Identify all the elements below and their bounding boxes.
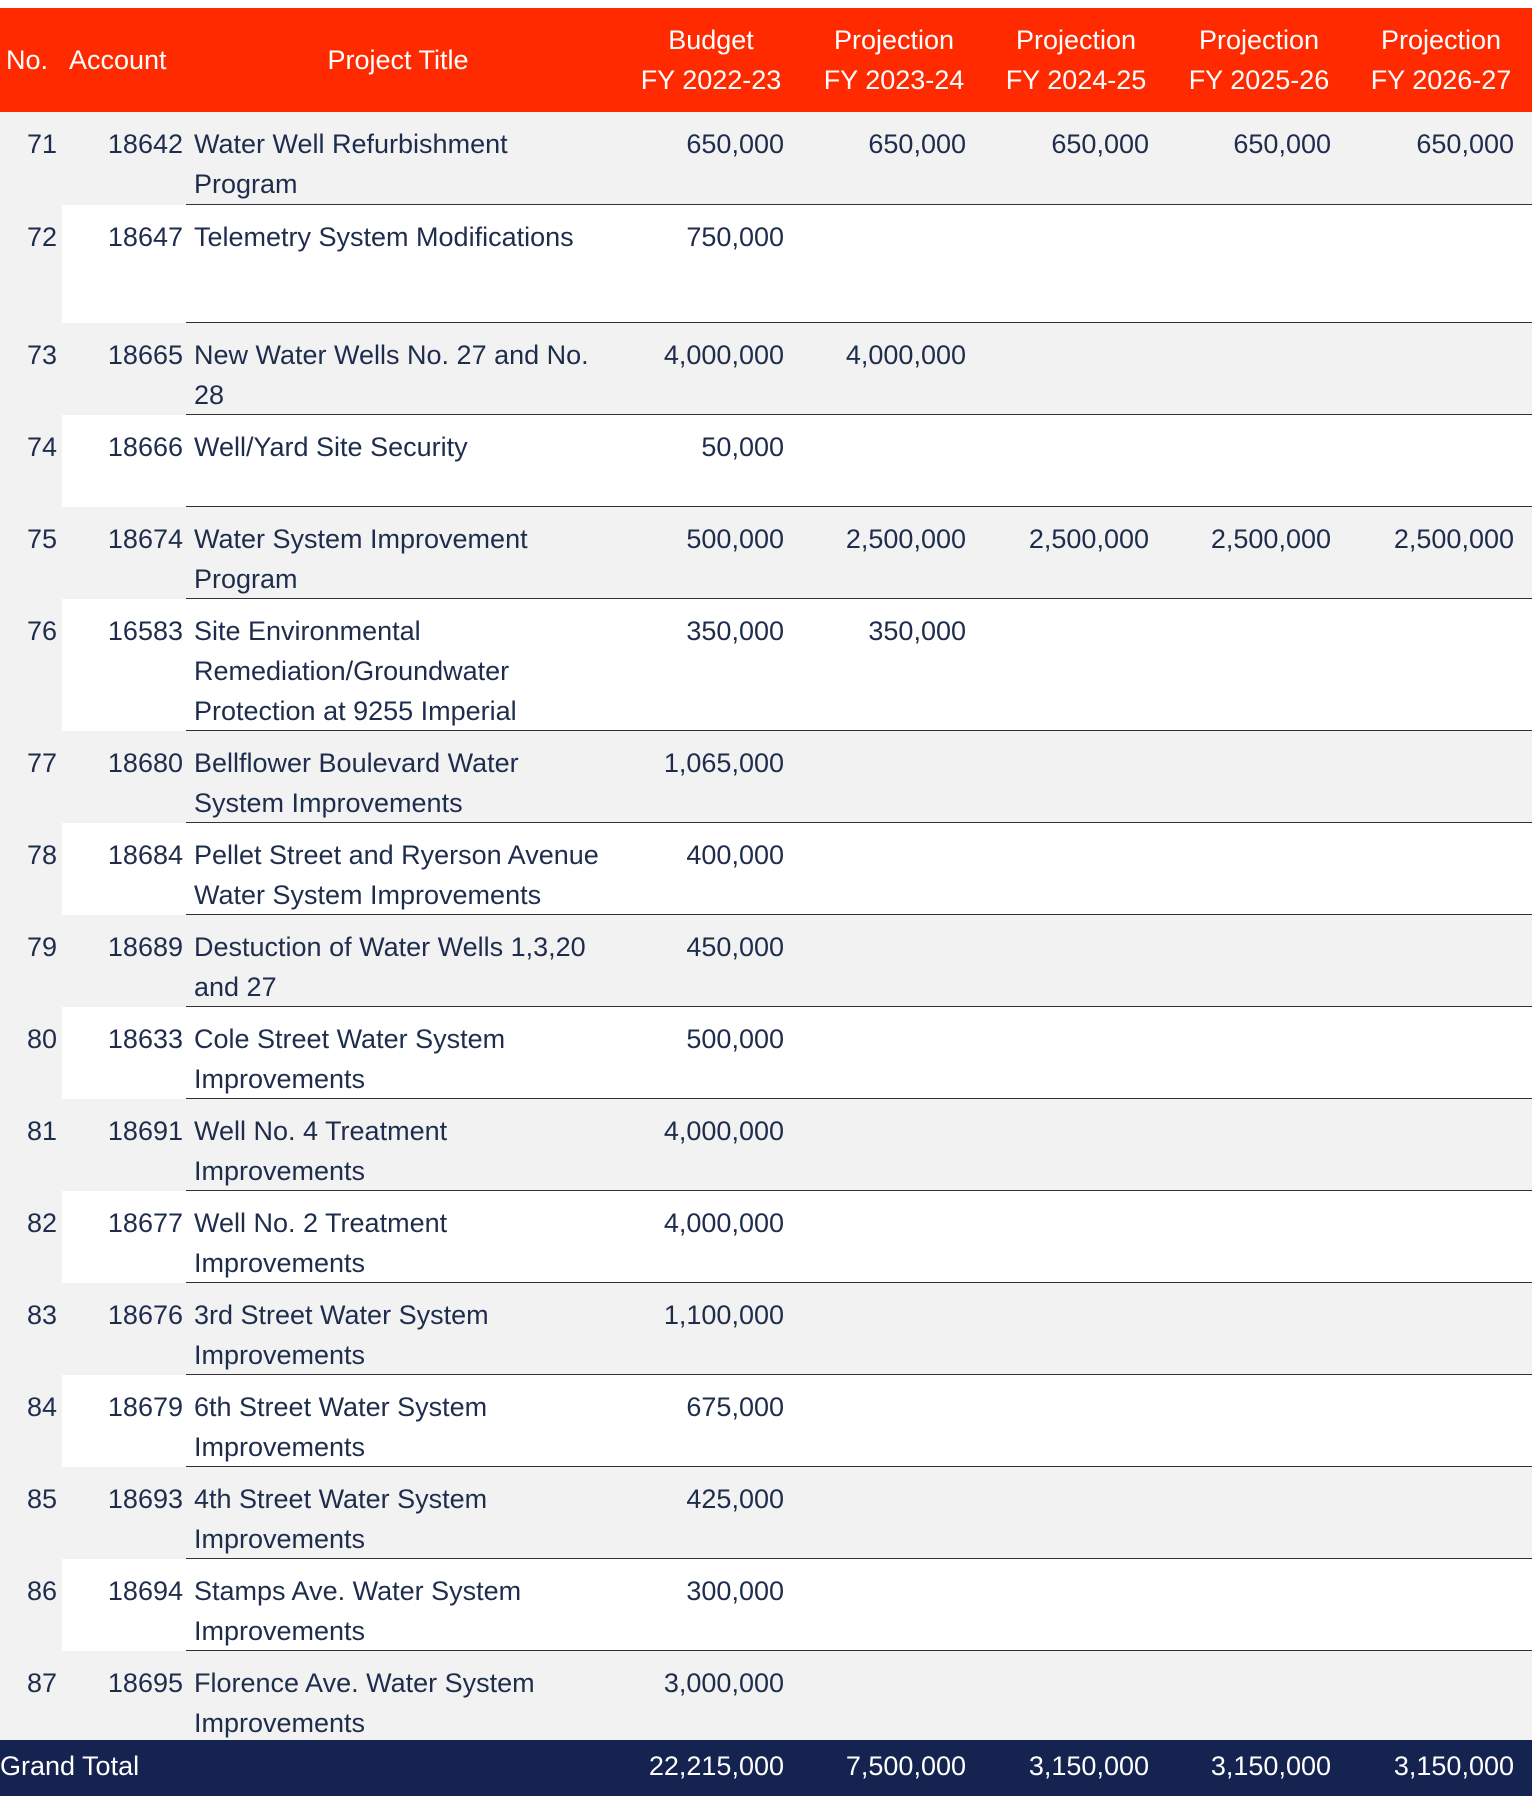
project-title: Cole Street Water System Improvements	[194, 1024, 506, 1094]
amount-cell: 400,000	[686, 840, 784, 870]
amount-cell: 500,000	[686, 524, 784, 554]
project-title: Well No. 2 Treatment Improvements	[194, 1208, 448, 1278]
amount-cell: 650,000	[686, 129, 784, 159]
row-number: 72	[26, 222, 57, 252]
amount-cell: 1,065,000	[663, 748, 784, 778]
grand-total-label: Grand Total	[0, 1751, 140, 1781]
row-number: 76	[26, 616, 57, 646]
table-row	[0, 1467, 1532, 1559]
table-row	[0, 112, 1532, 205]
header-line2: FY 2022-23	[640, 65, 782, 95]
row-number: 75	[26, 524, 57, 554]
account-number: 18684	[107, 840, 183, 870]
row-number: 82	[26, 1208, 57, 1238]
row-number: 71	[26, 129, 57, 159]
header-line2: FY 2026-27	[1370, 65, 1512, 95]
table-row	[0, 323, 1532, 415]
amount-cell: 2,500,000	[1210, 524, 1331, 554]
header-line1: Projection	[1380, 25, 1502, 55]
header-line2: FY 2024-25	[1005, 65, 1147, 95]
account-number: 18679	[107, 1392, 183, 1422]
header-projection-fy2026-27	[1350, 8, 1532, 112]
project-title: New Water Wells No. 27 and No. 28	[194, 340, 589, 410]
amount-cell: 4,000,000	[663, 340, 784, 370]
amount-cell: 650,000	[1233, 129, 1331, 159]
account-number: 18647	[107, 222, 183, 252]
header-line2: FY 2025-26	[1188, 65, 1330, 95]
amount-cell: 500,000	[686, 1024, 784, 1054]
grand-total-value: 3,150,000	[1028, 1751, 1149, 1781]
amount-cell: 675,000	[686, 1392, 784, 1422]
row-number: 83	[26, 1300, 57, 1330]
table-row	[0, 1283, 1532, 1375]
amount-cell: 350,000	[686, 616, 784, 646]
amount-cell: 50,000	[701, 432, 784, 462]
header-project-title: Project Title	[327, 45, 469, 75]
table-row	[0, 731, 1532, 823]
table-row	[0, 1007, 1532, 1099]
account-number: 18674	[107, 524, 183, 554]
project-title: Well/Yard Site Security	[194, 432, 468, 462]
row-number: 77	[26, 748, 57, 778]
amount-cell: 650,000	[868, 129, 966, 159]
project-title: Telemetry System Modifications	[194, 222, 574, 252]
header-line1: Projection	[833, 25, 955, 55]
project-title: 6th Street Water System Improvements	[194, 1392, 488, 1462]
grand-total-row	[0, 1740, 1532, 1796]
amount-cell: 2,500,000	[845, 524, 966, 554]
amount-cell: 425,000	[686, 1484, 784, 1514]
project-title: 4th Street Water System Improvements	[194, 1484, 488, 1554]
table-header	[0, 8, 1532, 112]
row-number: 74	[26, 432, 57, 462]
table-row	[0, 205, 1532, 323]
row-number: 78	[26, 840, 57, 870]
amount-cell: 350,000	[868, 616, 966, 646]
account-number: 18665	[107, 340, 183, 370]
project-title: 3rd Street Water System Improvements	[194, 1300, 489, 1370]
row-number: 79	[26, 932, 57, 962]
account-number: 18676	[107, 1300, 183, 1330]
row-number: 86	[26, 1576, 57, 1606]
account-number: 18695	[107, 1668, 183, 1698]
table-row	[0, 1191, 1532, 1283]
header-line2: FY 2023-24	[823, 65, 965, 95]
header-account: Account	[69, 45, 167, 75]
grand-total-value: 3,150,000	[1393, 1751, 1514, 1781]
account-number: 18694	[107, 1576, 183, 1606]
project-title: Site Environmental Remediation/Groundwater Protection at 9255 Imperial	[194, 616, 517, 726]
grand-total-value: 3,150,000	[1210, 1751, 1331, 1781]
account-number: 18680	[107, 748, 183, 778]
table-row	[0, 1559, 1532, 1651]
project-title: Bellflower Boulevard Water System Improvements	[194, 748, 519, 818]
table-row	[0, 1099, 1532, 1191]
row-number: 81	[26, 1116, 57, 1146]
amount-cell: 450,000	[686, 932, 784, 962]
amount-cell: 2,500,000	[1393, 524, 1514, 554]
row-number: 80	[26, 1024, 57, 1054]
project-title: Stamps Ave. Water System Improvements	[194, 1576, 522, 1646]
header-projection-fy2025-26	[1168, 8, 1350, 112]
amount-cell: 650,000	[1416, 129, 1514, 159]
row-number: 87	[26, 1668, 57, 1698]
amount-cell: 4,000,000	[663, 1116, 784, 1146]
header-line1: Projection	[1015, 25, 1137, 55]
project-title: Florence Ave. Water System Improvements	[194, 1668, 535, 1738]
account-number: 18633	[107, 1024, 183, 1054]
table-row	[0, 507, 1532, 599]
amount-cell: 1,100,000	[663, 1300, 784, 1330]
header-projection-fy2024-25	[985, 8, 1167, 112]
header-projection-fy2023-24	[803, 8, 985, 112]
table-row	[0, 915, 1532, 1007]
row-number: 73	[26, 340, 57, 370]
table-row	[0, 1651, 1532, 1740]
account-number: 18691	[107, 1116, 183, 1146]
account-number: 18666	[107, 432, 183, 462]
amount-cell: 2,500,000	[1028, 524, 1149, 554]
project-title: Well No. 4 Treatment Improvements	[194, 1116, 448, 1186]
row-number: 85	[26, 1484, 57, 1514]
account-number: 18693	[107, 1484, 183, 1514]
amount-cell: 750,000	[686, 222, 784, 252]
row-number: 84	[26, 1392, 57, 1422]
amount-cell: 300,000	[686, 1576, 784, 1606]
table-row	[0, 415, 1532, 507]
account-number: 16583	[107, 616, 183, 646]
grand-total-value: 22,215,000	[648, 1751, 784, 1781]
table-row	[0, 599, 1532, 731]
project-title: Destuction of Water Wells 1,3,20 and 27	[194, 932, 586, 1002]
table-row	[0, 1375, 1532, 1467]
account-number: 18677	[107, 1208, 183, 1238]
project-title: Water System Improvement Program	[194, 524, 528, 594]
header-budget-fy2022-23	[620, 8, 802, 112]
header-line1: Projection	[1198, 25, 1320, 55]
header-line1: Budget	[668, 25, 754, 55]
header-no: No.	[6, 45, 49, 75]
grand-total-value: 7,500,000	[845, 1751, 966, 1781]
amount-cell: 650,000	[1051, 129, 1149, 159]
account-number: 18642	[107, 129, 183, 159]
account-number: 18689	[107, 932, 183, 962]
amount-cell: 4,000,000	[845, 340, 966, 370]
project-title: Pellet Street and Ryerson Avenue Water System Improvements	[194, 840, 599, 910]
table-row	[0, 823, 1532, 915]
amount-cell: 3,000,000	[663, 1668, 784, 1698]
amount-cell: 4,000,000	[663, 1208, 784, 1238]
project-title: Water Well Refurbishment Program	[194, 129, 508, 199]
